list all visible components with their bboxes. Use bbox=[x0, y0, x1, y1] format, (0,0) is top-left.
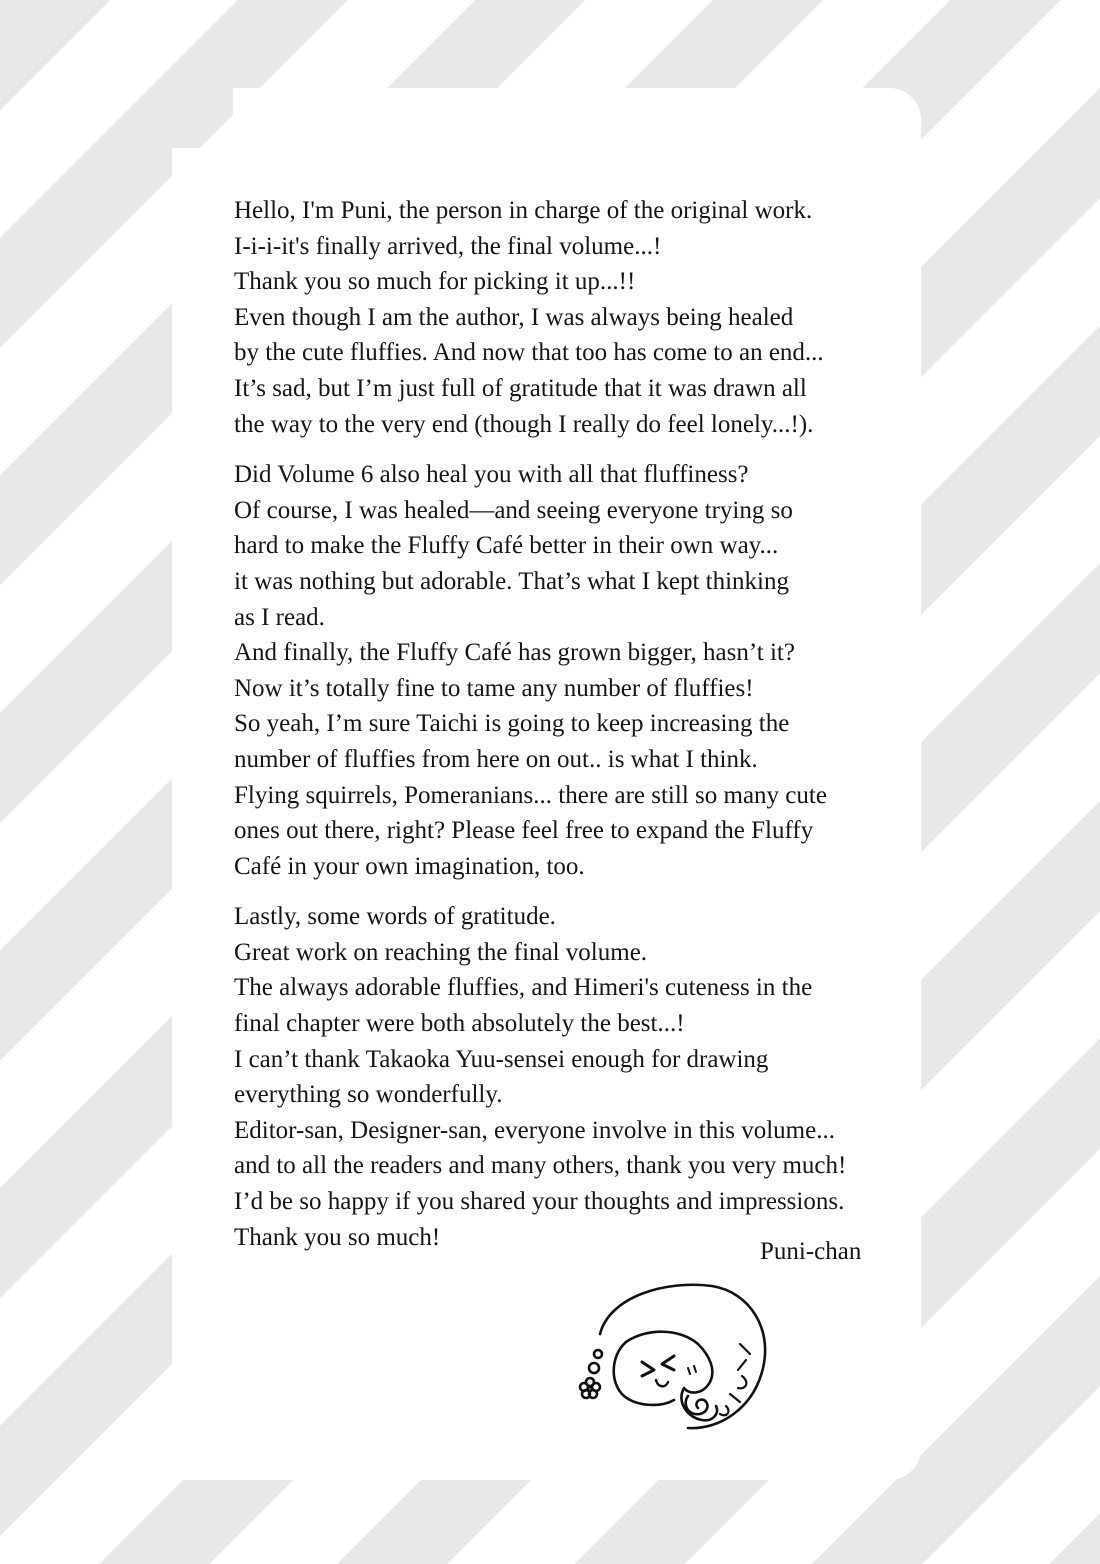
letter-line: and to all the readers and many others, thank you very much! bbox=[234, 1152, 847, 1180]
letter-line: Great work on reaching the final volume. bbox=[234, 938, 648, 966]
letter-line: I-i-i-it's finally arrived, the final volume...! bbox=[234, 232, 662, 260]
letter-line: Thank you so much for picking it up...!! bbox=[234, 268, 636, 296]
letter-line: the way to the very end (though I really do feel lonely...!). bbox=[234, 410, 814, 438]
letter-paragraph bbox=[234, 899, 924, 1255]
letter-line: Thank you so much! bbox=[234, 1223, 441, 1251]
letter-line: Café in your own imagination, too. bbox=[234, 852, 585, 880]
letter-line: I’d be so happy if you shared your thoughts and impressions. bbox=[234, 1188, 845, 1216]
letter-line: by the cute fluffies. And now that too has come to an end... bbox=[234, 339, 824, 367]
letter-line: It’s sad, but I’m just full of gratitude that it was drawn all bbox=[234, 374, 807, 402]
letter-line: The always adorable fluffies, and Himeri's cuteness in the bbox=[234, 974, 813, 1002]
afterword-letter bbox=[234, 193, 924, 1270]
letter-line: everything so wonderfully. bbox=[234, 1081, 503, 1109]
letter-line: And finally, the Fluffy Café has grown bigger, hasn’t it? bbox=[234, 639, 795, 667]
letter-line: number of fluffies from here on out.. is what I think. bbox=[234, 745, 758, 773]
letter-line: Even though I am the author, I was always being healed bbox=[234, 303, 794, 331]
letter-line: ones out there, right? Please feel free to expand the Fluffy bbox=[234, 817, 814, 845]
letter-line: final chapter were both absolutely the best...! bbox=[234, 1010, 685, 1038]
puni-chan-doodle-icon bbox=[570, 1272, 790, 1452]
letter-line: Of course, I was healed—and seeing everyone trying so bbox=[234, 496, 793, 524]
letter-line: Now it’s totally fine to tame any number of fluffies! bbox=[234, 674, 754, 702]
letter-line: hard to make the Fluffy Café better in their own way... bbox=[234, 532, 779, 560]
letter-line: Did Volume 6 also heal you with all that fluffiness? bbox=[234, 461, 749, 489]
signature-name: Puni-chan bbox=[760, 1238, 862, 1265]
letter-line: it was nothing but adorable. That’s what I kept thinking bbox=[234, 567, 790, 595]
letter-paragraph bbox=[234, 457, 924, 884]
letter-paragraph bbox=[234, 193, 924, 442]
letter-line: Lastly, some words of gratitude. bbox=[234, 903, 556, 931]
letter-line: as I read. bbox=[234, 603, 325, 631]
letter-line: Editor-san, Designer-san, everyone involve in this volume... bbox=[234, 1116, 835, 1144]
letter-line: Hello, I'm Puni, the person in charge of the original work. bbox=[234, 197, 813, 224]
letter-line: So yeah, I’m sure Taichi is going to keep increasing the bbox=[234, 710, 790, 738]
letter-line: I can’t thank Takaoka Yuu-sensei enough for drawing bbox=[234, 1045, 769, 1073]
letter-line: Flying squirrels, Pomeranians... there are still so many cute bbox=[234, 781, 827, 809]
